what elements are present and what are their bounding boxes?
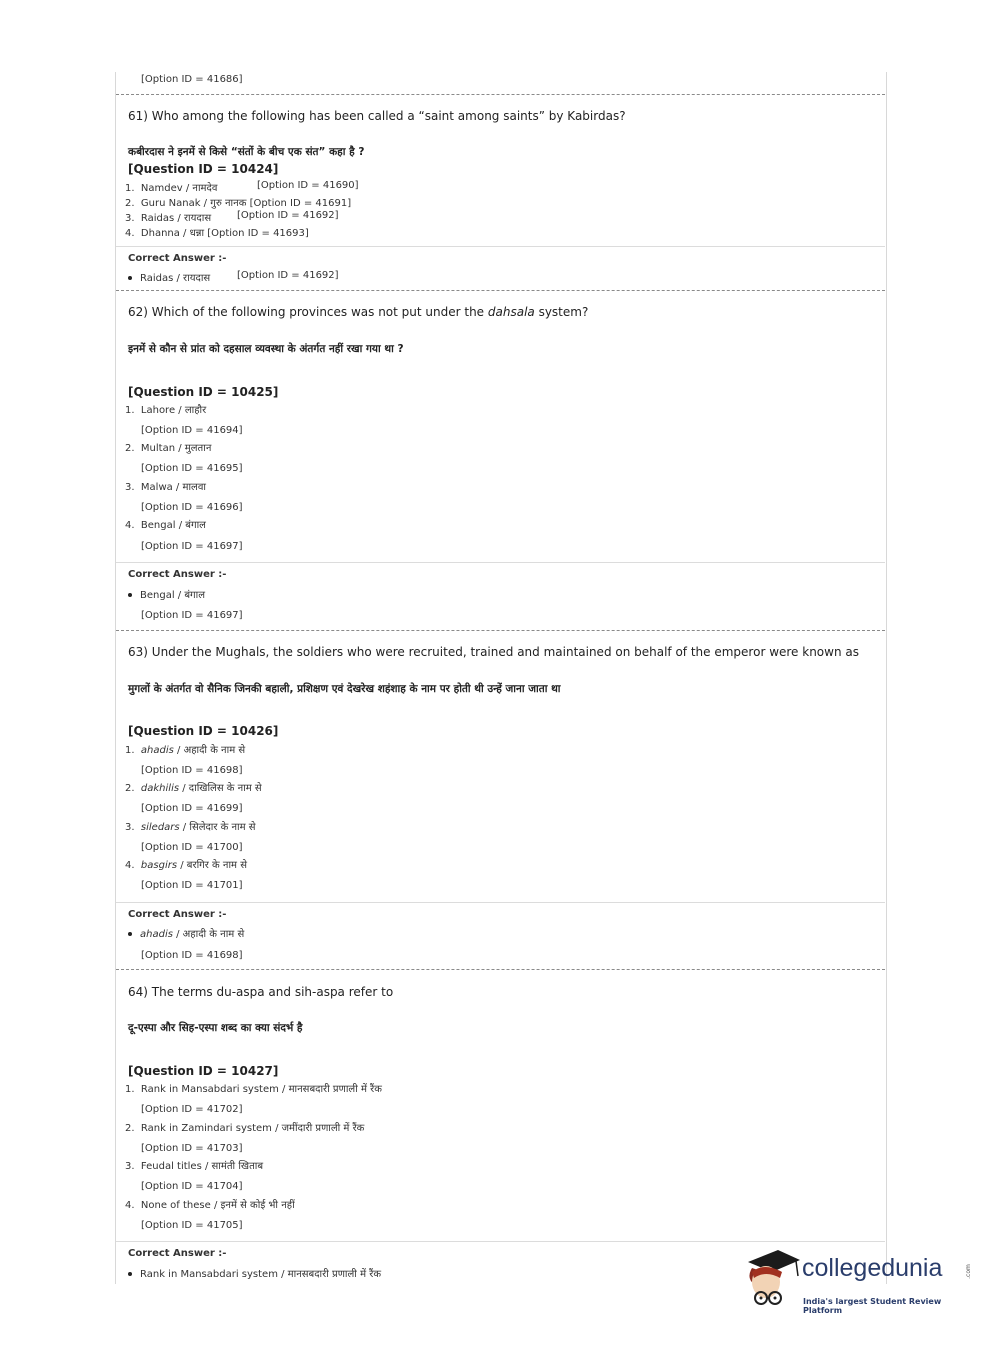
- question-number: 61): [128, 109, 148, 123]
- option-1-id: [Option ID = 41690]: [257, 180, 359, 191]
- question-hindi: दू-एस्पा और सिह-एस्पा शब्द का क्या संदर्भ है: [128, 1022, 303, 1034]
- option-2-id: [Option ID = 41703]: [141, 1143, 243, 1154]
- option-1: 1. ahadis / अहादी के नाम से: [125, 745, 246, 756]
- option-1-id: [Option ID = 41702]: [141, 1104, 243, 1115]
- correct-answer: ahadis / अहादी के नाम से: [128, 926, 244, 940]
- option-1: 1. Rank in Mansabdari system / मानसबदारी प्रणाली में रैंक: [125, 1084, 382, 1095]
- option-4: 4. Dhanna / धन्ना [Option ID = 41693]: [125, 228, 309, 239]
- separator: [116, 290, 885, 291]
- question-hindi: कबीरदास ने इनमें से किसे “संतों के बीच एक संत” कहा है ?: [128, 146, 365, 158]
- question-number: 63): [128, 645, 148, 659]
- logo-wordmark: collegedunia: [802, 1254, 943, 1282]
- option-2-id: [Option ID = 41699]: [141, 803, 243, 814]
- separator: [116, 630, 885, 631]
- option-2: 2. Rank in Zamindari system / जमींदारी प्रणाली में रैंक: [125, 1123, 365, 1134]
- header-option-id: [Option ID = 41686]: [141, 74, 243, 85]
- option-2-id: [Option ID = 41695]: [141, 463, 243, 474]
- separator: [116, 969, 885, 970]
- option-1-id: [Option ID = 41698]: [141, 765, 243, 776]
- question-text: The terms du-aspa and sih-aspa refer to: [151, 985, 394, 999]
- correct-answer-id: [Option ID = 41698]: [141, 950, 243, 961]
- option-3-id: [Option ID = 41700]: [141, 842, 243, 853]
- correct-answer: Raidas / रायदास: [128, 270, 210, 284]
- question-id: [Question ID = 10425]: [128, 385, 279, 399]
- option-3: 3. siledars / सिलेदार के नाम से: [125, 822, 256, 833]
- correct-answer-label: Correct Answer :-: [128, 1248, 227, 1259]
- logo-com: .com: [964, 1264, 972, 1279]
- option-3-id: [Option ID = 41692]: [237, 210, 339, 221]
- logo-tagline: India's largest Student Review Platform: [803, 1297, 942, 1315]
- option-3: 3. Malwa / मालवा: [125, 482, 206, 493]
- correct-answer: Bengal / बंगाल: [128, 587, 205, 601]
- option-4: 4. Bengal / बंगाल: [125, 520, 206, 531]
- question-text: Who among the following has been called a “saint among saints” by Kabirdas?: [151, 109, 626, 123]
- collegedunia-logo: [742, 1248, 972, 1313]
- correct-answer-label: Correct Answer :-: [128, 569, 227, 580]
- correct-answer: Rank in Mansabdari system / मानसबदारी प्रणाली में रैंक: [128, 1266, 381, 1280]
- option-1: 1. Namdev / नामदेव: [125, 183, 218, 194]
- option-1-id: [Option ID = 41694]: [141, 425, 243, 436]
- option-3-id: [Option ID = 41704]: [141, 1181, 243, 1192]
- question-number: 62): [128, 305, 148, 319]
- option-4: 4. None of these / इनमें से कोई भी नहीं: [125, 1200, 295, 1211]
- correct-answer-label: Correct Answer :-: [128, 253, 227, 264]
- option-2: 2. Guru Nanak / गुरु नानक [Option ID = 41691]: [125, 198, 352, 209]
- mascot-icon: [742, 1248, 804, 1310]
- option-3: 3. Raidas / रायदास: [125, 213, 212, 224]
- option-4-id: [Option ID = 41701]: [141, 880, 243, 891]
- divider: [116, 246, 885, 247]
- option-2: 2. dakhilis / दाखिलिस के नाम से: [125, 783, 262, 794]
- divider: [116, 562, 885, 563]
- option-4-id: [Option ID = 41705]: [141, 1220, 243, 1231]
- separator: [116, 94, 885, 95]
- correct-answer-label: Correct Answer :-: [128, 909, 227, 920]
- option-2: 2. Multan / मुलतान: [125, 443, 212, 454]
- question-text: Which of the following provinces was not put under the dahsala system?: [151, 305, 589, 319]
- question-number: 64): [128, 985, 148, 999]
- question-id: [Question ID = 10424]: [128, 162, 279, 176]
- question-hindi: इनमें से कौन से प्रांत को दहसाल व्यवस्था के अंतर्गत नहीं रखा गया था ?: [128, 343, 404, 355]
- option-3-id: [Option ID = 41696]: [141, 502, 243, 513]
- divider: [116, 1241, 885, 1242]
- option-1: 1. Lahore / लाहौर: [125, 405, 207, 416]
- question-paper-frame: [115, 72, 887, 1284]
- question-id: [Question ID = 10426]: [128, 724, 279, 738]
- option-4: 4. basgirs / बरगिर के नाम से: [125, 860, 247, 871]
- question-text: Under the Mughals, the soldiers who were recruited, trained and maintained on behalf of the emperor were known as: [151, 645, 859, 659]
- correct-answer-id: [Option ID = 41697]: [141, 610, 243, 621]
- question-id: [Question ID = 10427]: [128, 1064, 279, 1078]
- option-4-id: [Option ID = 41697]: [141, 541, 243, 552]
- question-hindi: मुगलों के अंतर्गत वो सैनिक जिनकी बहाली, प्रशिक्षण एवं देखरेख शहंशाह के नाम पर होती थी उन्हें जाना जाता था: [128, 683, 561, 695]
- divider: [116, 902, 885, 903]
- option-3: 3. Feudal titles / सामंती खिताब: [125, 1161, 264, 1172]
- correct-answer-id: [Option ID = 41692]: [237, 270, 339, 281]
